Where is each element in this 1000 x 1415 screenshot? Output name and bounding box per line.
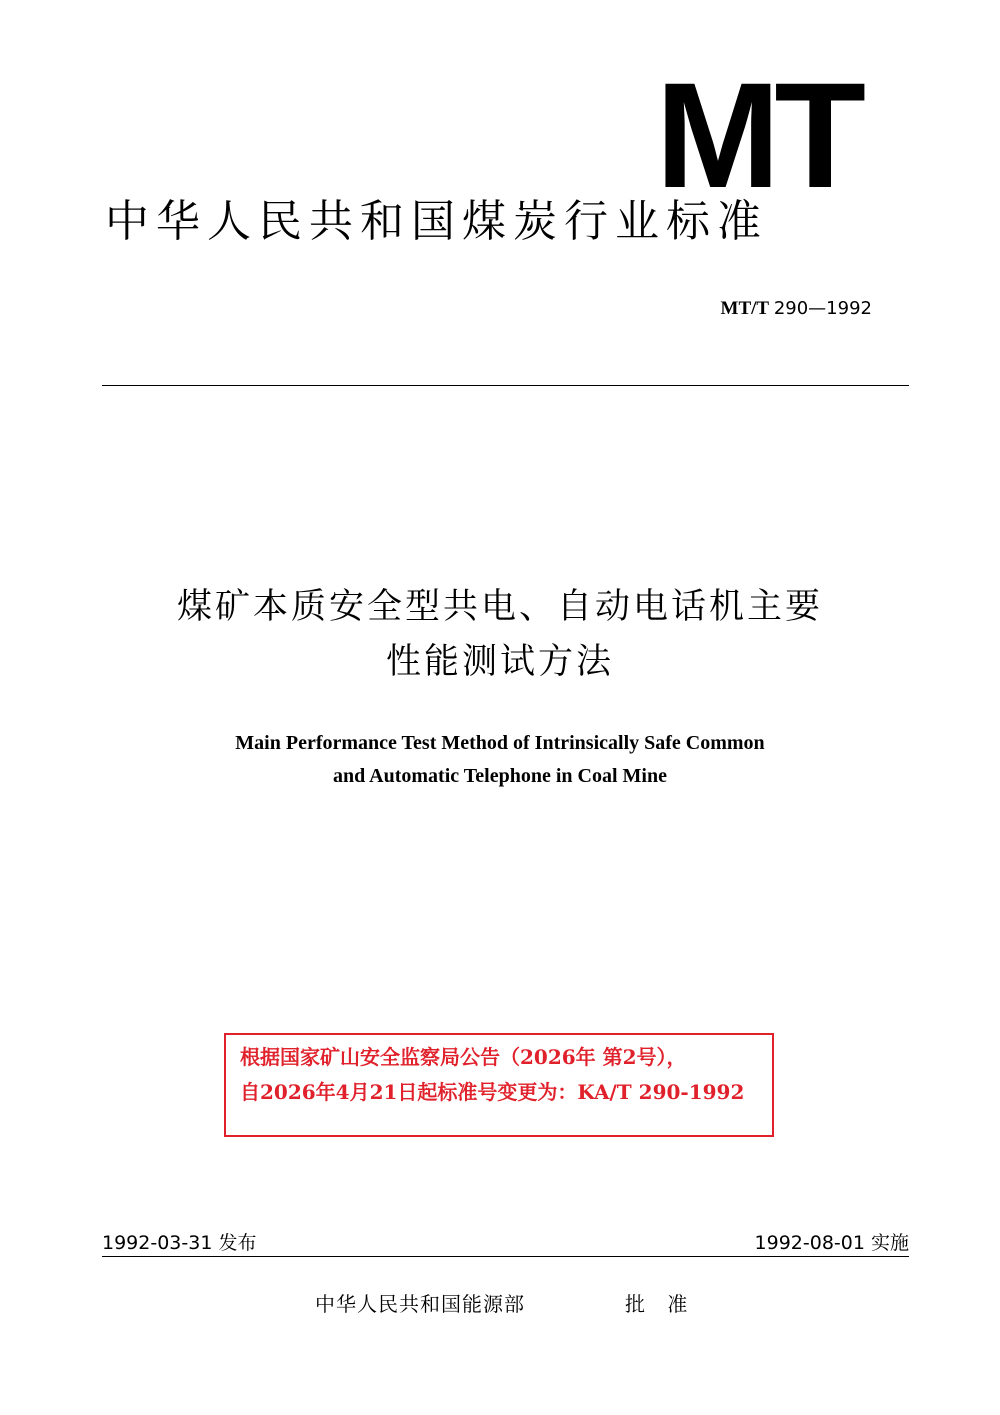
document-title-chinese	[60, 580, 940, 690]
standard-number	[721, 296, 872, 322]
footer-divider	[102, 1256, 909, 1257]
approving-authority: 中华人民共和国能源部	[315, 1292, 525, 1316]
standard-code: MT/T	[720, 298, 770, 319]
title-en-line-1: Main Performance Test Method of Intrinsically Safe Common	[235, 732, 765, 754]
effective-date: 1992-08-01 实施	[754, 1232, 909, 1254]
title-cn-line-1: 煤矿本质安全型共电、自动电话机主要	[176, 587, 823, 627]
title-cn-line-2: 性能测试方法	[385, 642, 614, 682]
title-en-line-2: and Automatic Telephone in Coal Mine	[333, 765, 667, 787]
document-title-english	[60, 727, 940, 793]
header-divider	[102, 385, 909, 386]
mt-logo: MT	[655, 51, 860, 219]
approval-label: 批 准	[625, 1292, 696, 1316]
industry-standard-title: 中华人民共和国煤炭行业标准	[105, 196, 768, 247]
issue-date: 1992-03-31 发布	[102, 1232, 257, 1254]
notice-line-2: 自2026年4月21日起标准号变更为：KA/T 290-1992	[240, 1080, 745, 1104]
notice-line-1: 根据国家矿山安全监察局公告（2026年 第2号），	[240, 1045, 687, 1069]
standard-num: 290—1992	[773, 298, 872, 319]
